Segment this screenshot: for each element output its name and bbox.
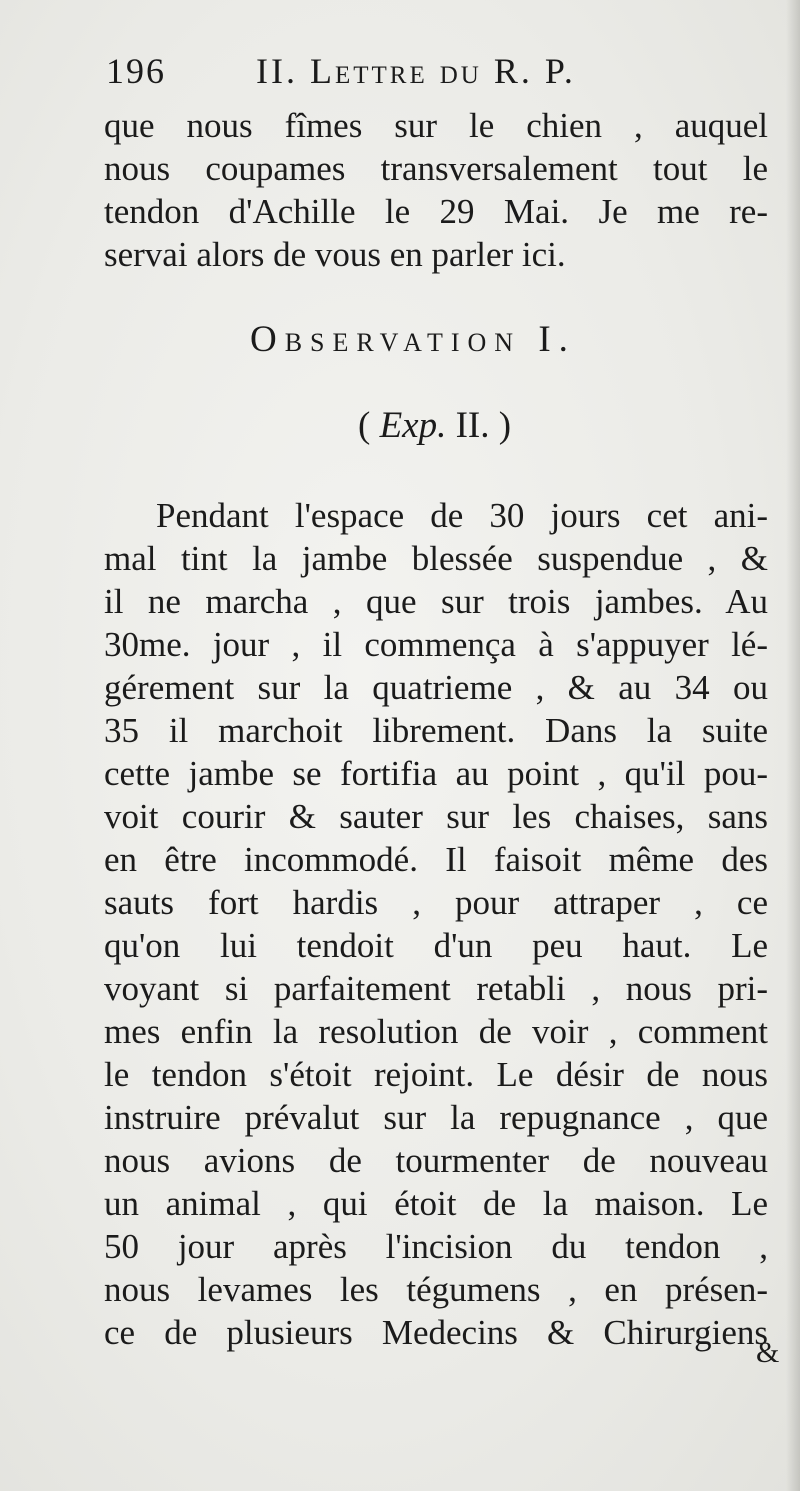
page-number: 196 bbox=[106, 51, 166, 91]
text-line: qu'on lui tendoit d'un peu haut. Le bbox=[104, 926, 768, 965]
text-line: Pendant l'espace de 30 jours cet ani- bbox=[156, 496, 768, 535]
text-line: nous coupames transversalement tout le bbox=[104, 149, 768, 188]
section-title: Observation I. bbox=[250, 319, 576, 360]
text-line: nous avions de tourmenter de nouveau bbox=[104, 1141, 768, 1180]
subtitle-rest: II. ) bbox=[446, 405, 512, 446]
intro-paragraph bbox=[104, 104, 768, 276]
page-header bbox=[106, 50, 666, 100]
text-line: voit courir & sauter sur les chaises, sans bbox=[104, 797, 768, 836]
text-line: que nous fîmes sur le chien , auquel bbox=[104, 106, 768, 145]
catchword: & bbox=[756, 1336, 780, 1369]
text-line: instruire prévalut sur la repugnance , que bbox=[104, 1098, 768, 1137]
text-line: nous levames les tégumens , en présen- bbox=[104, 1270, 768, 1309]
body-paragraph bbox=[104, 494, 768, 1354]
text-line: mal tint la jambe blessée suspendue , & bbox=[104, 539, 768, 578]
text-line: voyant si parfaitement retabli , nous pri- bbox=[104, 969, 768, 1008]
text-line: sauts fort hardis , pour attraper , ce bbox=[104, 883, 768, 922]
text-line: en être incommodé. Il faisoit même des bbox=[104, 840, 768, 879]
running-head: II. Lettre du R. P. bbox=[256, 51, 576, 91]
text-line: 30me. jour , il commença à s'appuyer lé- bbox=[104, 625, 768, 664]
text-line: 35 il marchoit librement. Dans la suite bbox=[104, 711, 768, 750]
subtitle-italic: Exp. bbox=[379, 405, 447, 446]
text-line: tendon d'Achille le 29 Mai. Je me re- bbox=[104, 192, 768, 231]
section-subtitle bbox=[358, 404, 558, 447]
text-line: mes enfin la resolution de voir , comment bbox=[104, 1012, 768, 1051]
text-line: le tendon s'étoit rejoint. Le désir de nous bbox=[104, 1055, 768, 1094]
text-line: ce de plusieurs Medecins & Chirurgiens bbox=[104, 1313, 768, 1352]
text-line: gérement sur la quatrieme , & au 34 ou bbox=[104, 668, 768, 707]
text-line: un animal , qui étoit de la maison. Le bbox=[104, 1184, 768, 1223]
text-line: cette jambe se fortifia au point , qu'il pou- bbox=[104, 754, 768, 793]
subtitle-open-paren: ( bbox=[358, 405, 371, 446]
text-line: 50 jour après l'incision du tendon , bbox=[104, 1227, 768, 1266]
text-line: servai alors de vous en parler ici. bbox=[104, 235, 566, 274]
text-line: il ne marcha , que sur trois jambes. Au bbox=[104, 582, 768, 621]
page-edge-shadow bbox=[786, 0, 800, 1491]
